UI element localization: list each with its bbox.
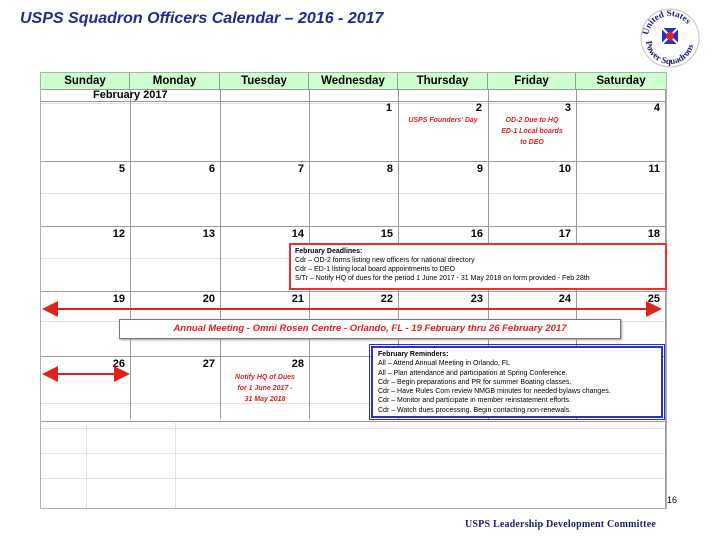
header-monday: Monday (130, 73, 220, 89)
date-number: 3 (564, 102, 571, 114)
page-number: 16 (667, 495, 678, 505)
date-number: 25 (647, 293, 660, 305)
date-number: 9 (476, 163, 483, 175)
date-number: 8 (386, 163, 393, 175)
reminder-item: Cdr – Monitor and participate in member reinstatement efforts. (378, 397, 571, 405)
date-number: 11 (648, 163, 660, 175)
date-number: 14 (291, 228, 304, 240)
header-friday: Friday (488, 73, 576, 89)
reminder-item: Cdr – Begin preparations and PR for summer Boating classes. (378, 378, 572, 386)
date-number: 2 (475, 102, 482, 114)
logo-text-top: United States (640, 7, 694, 36)
date-number: 6 (208, 163, 215, 175)
month-label: February 2017 (93, 89, 168, 101)
date-number: 18 (647, 228, 660, 240)
header-thursday: Thursday (398, 73, 488, 89)
date-number: 5 (118, 163, 125, 175)
reminder-item: Cdr – Have Rules Com review NMGB minutes for needed bylaws changes. (378, 388, 611, 396)
header-wednesday: Wednesday (309, 73, 398, 89)
date-number: 28 (291, 358, 304, 370)
event-line: 31 May 2018 (244, 396, 286, 403)
date-number: 24 (558, 293, 571, 305)
deadlines-heading: February Deadlines: (295, 248, 363, 255)
date-number: 17 (558, 228, 571, 240)
event-founders-day: USPS Founders' Day (408, 117, 478, 124)
date-number: 12 (112, 228, 125, 240)
header-tuesday: Tuesday (220, 73, 309, 89)
date-number: 10 (558, 163, 571, 175)
event-line: for 1 June 2017 - (237, 385, 293, 392)
page-title: USPS Squadron Officers Calendar – 2016 - 2017 (20, 10, 384, 27)
date-number: 13 (202, 228, 215, 240)
deadline-item: Cdr – OD-2 forms listing new officers for national directory (295, 257, 475, 264)
deadline-item: S/Tr – Notify HQ of dues for the period 1 June 2017 - 31 May 2018 on form provided - Feb 28th (295, 275, 590, 282)
reminder-item: All – Attend Annual Meeting in Orlando, FL (378, 360, 510, 368)
footer-text: USPS Leadership Development Committee (465, 519, 656, 530)
date-number: 1 (385, 102, 392, 114)
date-number: 20 (202, 293, 215, 305)
date-number: 7 (297, 163, 304, 175)
logo-text-bottom: Power Squadrons (643, 40, 696, 67)
reminders-heading: February Reminders: (378, 351, 449, 358)
reminder-item: Cdr – Watch dues processing. Begin contacting non-renewals. (378, 406, 572, 414)
header-sunday: Sunday (41, 73, 130, 89)
date-number: 23 (470, 293, 483, 305)
date-number: 19 (112, 293, 125, 305)
date-number: 15 (380, 228, 393, 240)
date-number: 4 (653, 102, 660, 114)
reminder-item: All – Plan attendance and participation at Spring Conference. (378, 369, 568, 377)
annual-meeting-banner: Annual Meeting - Omni Rosen Centre - Orlando, FL - 19 February thru 26 February 2017 (119, 319, 621, 339)
date-number: 16 (470, 228, 483, 240)
event-line: Notify HQ of Dues (235, 374, 295, 381)
date-number: 26 (112, 358, 125, 370)
event-line: OD-2 Due to HQ (505, 117, 559, 124)
deadline-item: Cdr – ED-1 listing local board appointments to DEO (295, 266, 455, 273)
date-number: 27 (202, 358, 215, 370)
event-line: to DEO (520, 139, 544, 146)
date-number: 22 (380, 293, 393, 305)
event-line: ED-1 Local boards (501, 128, 563, 135)
header-saturday: Saturday (576, 73, 666, 89)
date-number: 21 (291, 293, 304, 305)
